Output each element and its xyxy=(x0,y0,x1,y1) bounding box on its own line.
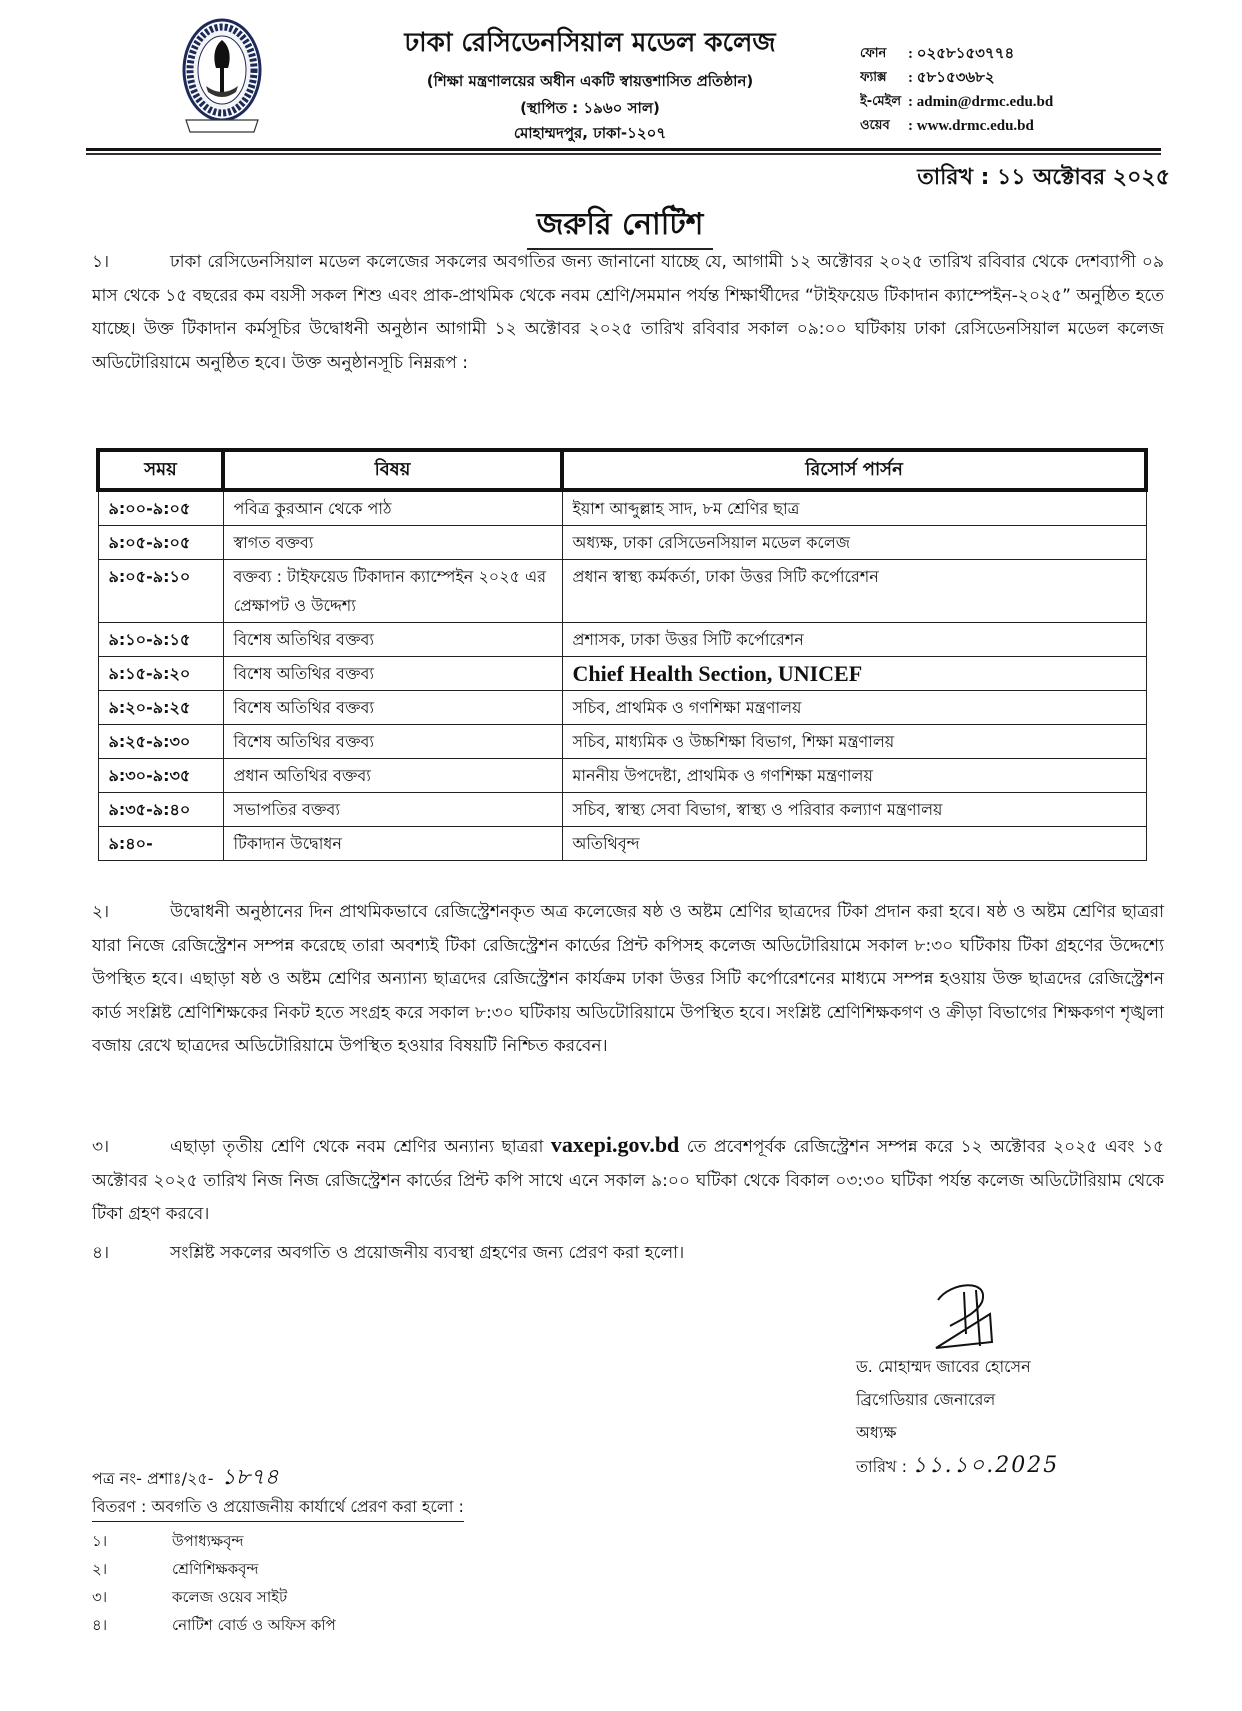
contact-fax xyxy=(860,66,1180,90)
topic-cell: স্বাগত বক্তব্য xyxy=(223,526,562,560)
topic-cell: সভাপতির বক্তব্য xyxy=(223,793,562,827)
person-cell: প্রধান স্বাস্থ্য কর্মকর্তা, ঢাকা উত্তর সিটি কর্পোরেশন xyxy=(562,560,1146,623)
signatory-date-label: তারিখ : xyxy=(856,1457,908,1476)
table-header-row xyxy=(98,450,1146,490)
column-header-topic: বিষয় xyxy=(223,450,562,490)
table-row xyxy=(98,725,1146,759)
table-row xyxy=(98,560,1146,623)
time-cell: ৯:১০-৯:১৫ xyxy=(98,623,223,657)
contact-value[interactable]: : admin@drmc.edu.bd xyxy=(908,93,1054,110)
topic-cell: বক্তব্য : টাইফয়েড টিকাদান ক্যাম্পেইন ২০২৫ এর প্রেক্ষাপট ও উদ্দেশ্য xyxy=(223,560,562,623)
principal-signature xyxy=(930,1280,1040,1350)
header-divider-secondary xyxy=(86,153,1161,155)
institution-subtitle: (শিক্ষা মন্ত্রণালয়ের অধীন একটি স্বায়ত্তশাসিত প্রতিষ্ঠান) xyxy=(426,72,754,90)
person-cell: সচিব, প্রাথমিক ও গণশিক্ষা মন্ত্রণালয় xyxy=(562,691,1146,725)
institution-name: ঢাকা রেসিডেনসিয়াল মডেল কলেজ xyxy=(404,28,776,58)
person-cell: সচিব, স্বাস্থ্য সেবা বিভাগ, স্বাস্থ্য ও পরিবার কল্যাণ মন্ত্রণালয় xyxy=(562,793,1146,827)
topic-cell: বিশেষ অতিথির বক্তব্য xyxy=(223,725,562,759)
person-cell: অধ্যক্ষ, ঢাকা রেসিডেনসিয়াল মডেল কলেজ xyxy=(562,526,1146,560)
column-header-person: রিসোর্স পার্সন xyxy=(562,450,1146,490)
time-cell: ৯:০৫-৯:০৫ xyxy=(98,526,223,560)
contact-label: ই-মেইল xyxy=(860,93,902,109)
list-item-number: ৪। xyxy=(92,1615,108,1634)
memo-reference xyxy=(92,1460,279,1497)
time-cell: ৯:০৫-৯:১০ xyxy=(98,560,223,623)
list-item-number: ৩। xyxy=(92,1587,108,1606)
signatory-date xyxy=(856,1449,1196,1483)
paragraph-text: এছাড়া তৃতীয় শ্রেণি থেকে নবম শ্রেণির অন্যান্য ছাত্ররা xyxy=(170,1137,551,1157)
paragraph-text: ঢাকা রেসিডেনসিয়াল মডেল কলেজের সকলের অবগতির জন্য জানানো যাচ্ছে যে, আগামী ১২ অক্টোবর ২০২৫ তারিখ রবিবার থেকে দেশব্যাপী ০৯ মাস থেকে ১৫ বছরের কম বয়সী সকল শিশু এবং প্রাক-প্রাথমিক থেকে নবম শ্রেণি/সমমান পর্যন্ত শিক্ষার্থীদের “টাইফয়েড টিকাদান ক্যাম্পেইন-২০২৫” অনুষ্ঠিত হতে যাচ্ছে। উক্ত টিকাদান কর্মসূচির উদ্বোধনী অনুষ্ঠান আগামী ১২ অক্টোবর ২০২৫ তারিখ রবিবার সকাল ০৯:০০ ঘটিকায় ঢাকা রেসিডেনসিয়াল মডেল কলেজ অডিটোরিয়ামে অনুষ্ঠিত হবে। উক্ত অনুষ্ঠানসূচি নিম্নরূপ : xyxy=(92,252,1164,373)
established-year: (স্থাপিত : ১৯৬০ সাল) xyxy=(520,99,660,117)
signatory-rank: ব্রিগেডিয়ার জেনারেল xyxy=(856,1390,996,1409)
contact-label: ফ্যাক্স xyxy=(860,69,887,85)
header-divider xyxy=(86,148,1161,151)
paragraph-number: ৩। xyxy=(92,1137,110,1157)
contact-label: ফোন xyxy=(860,45,887,61)
table-row xyxy=(98,759,1146,793)
list-item-label: শ্রেণিশিক্ষকবৃন্দ xyxy=(172,1559,259,1578)
schedule-table xyxy=(96,448,1148,861)
list-item-label: নোটিশ বোর্ড ও অফিস কপি xyxy=(172,1615,336,1634)
signatory-designation: অধ্যক্ষ xyxy=(856,1423,897,1442)
signatory-block xyxy=(856,1350,1196,1483)
person-cell: মাননীয় উপদেষ্টা, প্রাথমিক ও গণশিক্ষা মন্ত্রণালয় xyxy=(562,759,1146,793)
time-cell: ৯:১৫-৯:২০ xyxy=(98,657,223,691)
contact-label: ওয়েব xyxy=(860,117,890,133)
contact-value[interactable]: : www.drmc.edu.bd xyxy=(908,117,1034,134)
paragraph-3 xyxy=(92,1128,1164,1232)
notice-title xyxy=(430,200,810,251)
paragraph-2 xyxy=(92,896,1164,1064)
contact-value: : ৫৮১৫৩৬৮২ xyxy=(908,69,995,86)
table-row xyxy=(98,827,1146,861)
list-item xyxy=(92,1556,336,1584)
list-item xyxy=(92,1612,336,1640)
list-item xyxy=(92,1584,336,1612)
paragraph-text: তে প্রবেশপূর্বক রেজিস্ট্রেশন সম্পন্ন করে ১২ অক্টোবর ২০২৫ এবং ১৫ অক্টোবর ২০২৫ তারিখ নিজ নিজ রেজিস্ট্রেশন কার্ডের প্রিন্ট কপি সাথে এনে সকাল ৯:০০ ঘটিকা থেকে বিকাল ০৩:৩০ ঘটিকা পর্যন্ত কলেজ অডিটোরিয়াম থেকে টিকা গ্রহণ করবে। xyxy=(92,1137,1165,1224)
table-row xyxy=(98,623,1146,657)
paragraph-text: উদ্বোধনী অনুষ্ঠানের দিন প্রাথমিকভাবে রেজিস্ট্রেশনকৃত অত্র কলেজের ষষ্ঠ ও অষ্টম শ্রেণির ছাত্রদের টিকা প্রদান করা হবে। ষষ্ঠ ও অষ্টম শ্রেণির ছাত্ররা যারা নিজে রেজিস্ট্রেশন সম্পন্ন করেছে তারা অবশ্যই টিকা রেজিস্ট্রেশন কার্ডের প্রিন্ট কপিসহ কলেজ অডিটোরিয়ামে সকাল ৮:৩০ ঘটিকায় টিকা গ্রহণের উদ্দেশ্যে উপস্থিত হবে। এছাড়া ষষ্ঠ ও অষ্টম শ্রেণির অন্যান্য ছাত্রদের রেজিস্ট্রেশন কার্যক্রম ঢাকা উত্তর সিটি কর্পোরেশনের মাধ্যমে সম্পন্ন হওয়ায় উক্ত ছাত্রদের রেজিস্ট্রেশন কার্ড সংশ্লিষ্ট শ্রেণিশিক্ষকের নিকট হতে সংগ্রহ করে সকাল ৮:৩০ ঘটিকায় অডিটোরিয়ামে উপস্থিত হবে। সংশ্লিষ্ট শ্রেণিশিক্ষকগণ ও ক্রীড়া বিভাগের শিক্ষকগণ শৃঙ্খলা বজায় রেখে ছাত্রদের অডিটোরিয়ামে উপস্থিত হওয়ার বিষয়টি নিশ্চিত করবেন। xyxy=(92,902,1164,1056)
paragraph-1 xyxy=(92,246,1164,380)
list-item-number: ১। xyxy=(92,1531,108,1550)
notice-title-text: জরুরি নোটিশ xyxy=(527,207,714,250)
person-cell: অতিথিবৃন্দ xyxy=(562,827,1146,861)
handwritten-signature-icon xyxy=(930,1280,1040,1350)
time-cell: ৯:২৫-৯:৩০ xyxy=(98,725,223,759)
person-cell: ইয়াশ আব্দুল্লাহ সাদ, ৮ম শ্রেণির ছাত্র xyxy=(562,490,1146,526)
paragraph-number: ৪। xyxy=(92,1243,110,1263)
person-cell: প্রশাসক, ঢাকা উত্তর সিটি কর্পোরেশন xyxy=(562,623,1146,657)
time-cell: ৯:৩০-৯:৩৫ xyxy=(98,759,223,793)
college-logo xyxy=(182,18,262,144)
time-cell: ৯:২০-৯:২৫ xyxy=(98,691,223,725)
time-cell: ৯:০০-৯:০৫ xyxy=(98,490,223,526)
time-cell: ৯:৪০- xyxy=(98,827,223,861)
topic-cell: প্রধান অতিথির বক্তব্য xyxy=(223,759,562,793)
memo-reference-label: পত্র নং- প্রশাঃ/২৫- xyxy=(92,1469,214,1488)
contact-phone xyxy=(860,42,1180,66)
table-row xyxy=(98,793,1146,827)
contact-web xyxy=(860,114,1180,138)
list-item-number: ২। xyxy=(92,1559,108,1578)
list-item xyxy=(92,1528,336,1556)
paragraph-text: সংশ্লিষ্ট সকলের অবগতি ও প্রয়োজনীয় ব্যবস্থা গ্রহণের জন্য প্রেরণ করা হলো। xyxy=(170,1243,685,1263)
topic-cell: বিশেষ অতিথির বক্তব্য xyxy=(223,657,562,691)
distribution-list xyxy=(92,1528,336,1640)
signatory-date-handwritten: ১১.১০.2025 xyxy=(912,1453,1060,1478)
topic-cell: টিকাদান উদ্বোধন xyxy=(223,827,562,861)
column-header-time: সময় xyxy=(98,450,223,490)
table-row xyxy=(98,490,1146,526)
topic-cell: পবিত্র কুরআন থেকে পাঠ xyxy=(223,490,562,526)
paragraph-number: ২। xyxy=(92,902,110,922)
table-row xyxy=(98,691,1146,725)
notice-date: তারিখ : ১১ অক্টোবর ২০২৫ xyxy=(917,165,1170,190)
person-cell: Chief Health Section, UNICEF xyxy=(562,657,1146,691)
paragraph-4 xyxy=(92,1237,1164,1271)
contact-block xyxy=(860,42,1180,138)
institution-address: মোহাম্মদপুর, ঢাকা-১২০৭ xyxy=(513,124,667,142)
registration-website-link[interactable]: vaxepi.gov.bd xyxy=(550,1132,680,1157)
list-item-label: উপাধ্যক্ষবৃন্দ xyxy=(172,1531,244,1550)
list-item-label: কলেজ ওয়েব সাইট xyxy=(172,1587,288,1606)
paragraph-number: ১। xyxy=(92,252,110,272)
time-cell: ৯:৩৫-৯:৪০ xyxy=(98,793,223,827)
topic-cell: বিশেষ অতিথির বক্তব্য xyxy=(223,623,562,657)
distribution-heading: বিতরণ : অবগতি ও প্রয়োজনীয় কার্যার্থে প্রেরণ করা হলো : xyxy=(92,1494,464,1522)
contact-value: : ০২৫৮১৫৩৭৭৪ xyxy=(908,45,1015,62)
person-cell: সচিব, মাধ্যমিক ও উচ্চশিক্ষা বিভাগ, শিক্ষা মন্ত্রণালয় xyxy=(562,725,1146,759)
table-row xyxy=(98,657,1146,691)
signatory-name: ড. মোহাম্মদ জাবের হোসেন xyxy=(856,1357,1031,1376)
topic-cell: বিশেষ অতিথির বক্তব্য xyxy=(223,691,562,725)
memo-reference-number: ১৮৭৪ xyxy=(221,1465,279,1490)
contact-email xyxy=(860,90,1180,114)
table-row xyxy=(98,526,1146,560)
college-seal-icon xyxy=(182,18,262,144)
